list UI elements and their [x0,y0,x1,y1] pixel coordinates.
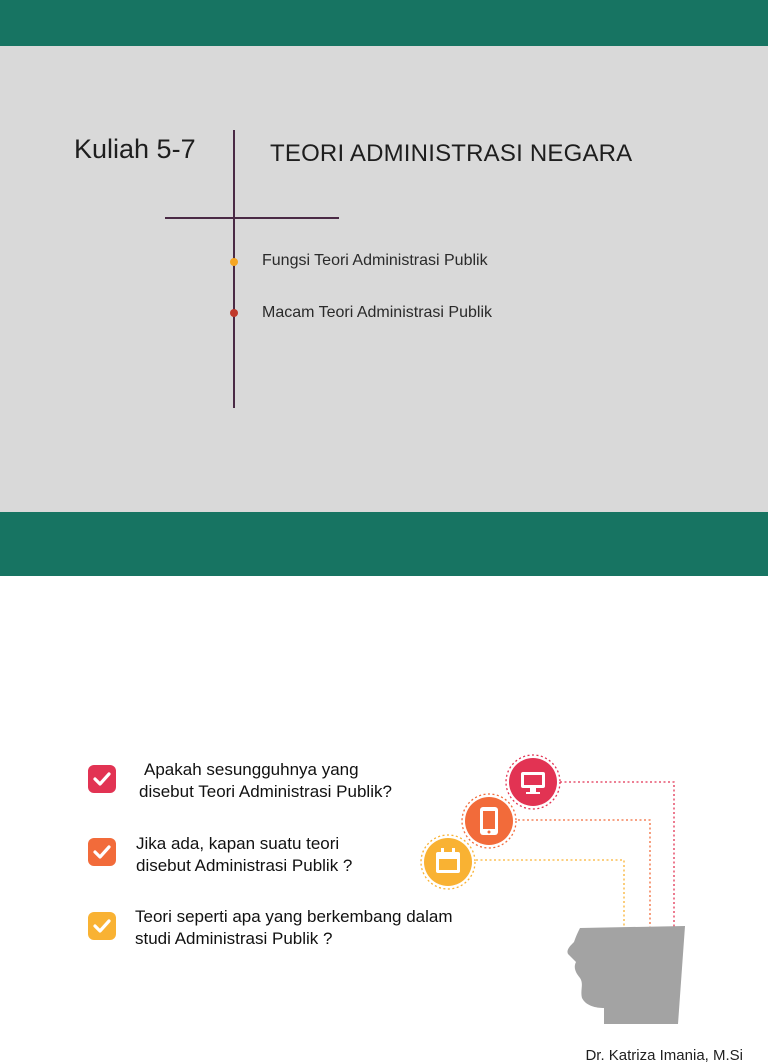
checkbox-icon [88,838,116,866]
topic-item: Macam Teori Administrasi Publik [262,304,493,321]
question-line: disebut Administrasi Publik ? [136,856,353,875]
header-band [0,0,768,46]
question-line: studi Administrasi Publik ? [135,929,333,948]
checkbox-icon [88,912,116,940]
horizontal-divider [165,217,339,219]
smartphone-icon [462,794,516,848]
question-line: Apakah sesungguhnya yang [144,760,359,779]
topic-bullet-red [230,309,238,317]
thinking-head-diagram [400,740,768,1024]
question-item [139,759,392,803]
question-line: Teori seperti apa yang berkembang dalam [135,907,453,926]
head-silhouette-icon [567,926,685,1024]
monitor-icon [506,755,560,809]
question-line: disebut Teori Administrasi Publik? [139,782,392,801]
topic-item: Fungsi Teori Administrasi Publik [262,252,488,269]
slide-title: TEORI ADMINISTRASI NEGARA [270,140,633,167]
topic-bullet-orange [230,258,238,266]
checkbox-icon [88,765,116,793]
question-line: Jika ada, kapan suatu teori [136,834,340,853]
course-code: Kuliah 5-7 [74,134,196,164]
calendar-icon [421,835,475,889]
question-item [136,833,352,877]
vertical-divider [233,130,235,408]
author-name: Dr. Katriza Imania, M.Si [585,1047,743,1064]
